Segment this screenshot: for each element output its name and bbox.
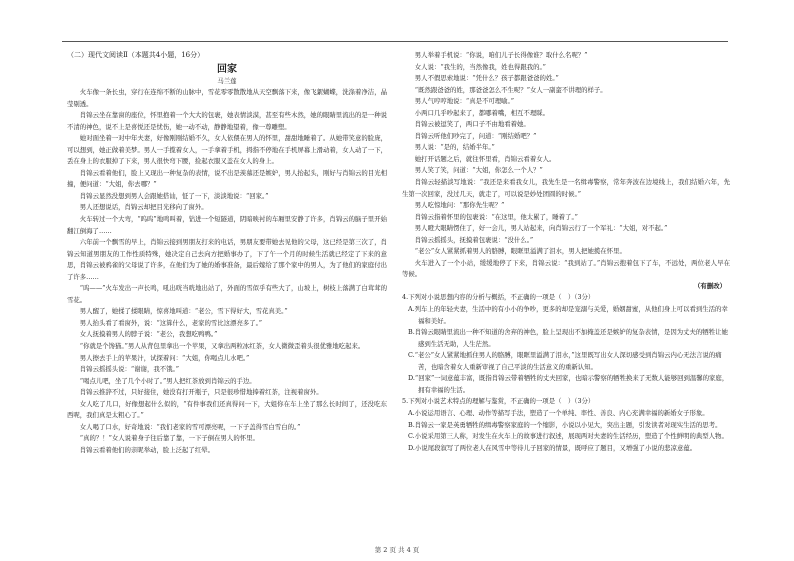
story-paragraph: 她对面坐着一对中年夫妻，好像刚刚结婚不久，女人依偎在男人的怀里，甜甜地睡着了。从她带笑意的脸庞，可以想到，她正做着美梦。男人一手揽着女人，一手拿着手机，拇指不停地在手机屏幕上滑动着，女人动了一下，丢在身上的衣服掉了下来，男人很快弯下腰，捡起衣服又盖在女人的身上。 — [67, 134, 387, 166]
answer-option: C.“老公”女人紧紧地抓住男人的胳膊，眼眶里溢满了泪水，”这里既写出女人深切感受到肖锦云内心无法言说的痛苦，也暗含着女人重新审视了自己平淡的生活意义的重新认知。 — [408, 351, 722, 371]
answer-option: D.小说尾段叙写了两位老人在风雪中等待儿子回家的情景，既呼应了题目，又增强了小说的悲凉意蕴。 — [408, 443, 697, 452]
question-block — [402, 396, 730, 454]
story-paragraph: 女人喝了口水，好奇地说：“我们老家的雪可漂亮呢，一下子盖得雪白雪白的。” — [79, 422, 301, 431]
story-paragraph: “老公”女人紧紧抓着男人的胳膊，眼眶里溢满了泪水，男人把她揽在怀里。 — [414, 247, 626, 256]
story-paragraph: 她打开话题之后，就往怀里看，肖锦云看着女人。 — [414, 154, 556, 163]
page-footer: 第 2 页 共 4 页 — [374, 546, 420, 554]
story-paragraph: 肖锦云摇摇头，抚摸着包裹说：“没什么。” — [414, 235, 534, 244]
story-paragraph: 肖锦云推辞不过，只好接住，她没有打开瓶子，只是很珍惜地捧着红茶，注视着窗外。 — [79, 388, 323, 397]
story-paragraph: 男人说：“是的，结婚半年。” — [414, 143, 495, 152]
answer-option: B.肖锦云眼睛里流出一种不知道的舍弃的神色，脸上呈现出不加掩盖还是嫉妒的复杂表情，是因为丈夫的牺牲让她感到生活无助，人生茫然。 — [408, 328, 728, 348]
story-paragraph: 男人擦去手上的苹果汁，试探着问：“大姐，你喝点儿水吧。” — [79, 353, 250, 362]
answer-option: A.小说运用语言、心理、动作等描写手法，塑造了一个单纯、率性、善良、内心充满幸福的新婚女子形象。 — [408, 408, 709, 417]
story-paragraph: 男人瞪大眼睛愣住了，好一会儿，男人站起来，向肖锦云行了一个军礼：“大姐，对不起。” — [414, 224, 668, 233]
story-paragraph: 肖锦云显然没想到男人会跟她搭讪，怔了一下，淡淡地说：“回家。” — [79, 191, 269, 200]
story-paragraph: “既然跟爸爸的姓，那爸爸怎么不生呢？”女人一副蛮不讲理的样子。 — [414, 85, 607, 94]
story-paragraph: 火车像一条长虫，穿行在连绵不断的山脉中，雪花零零散散地从天空飘落下来，像飞絮蝴蝶，洗涤着净洁，晶莹剔透。 — [67, 88, 387, 108]
story-paragraph: “你就是个馋猫。”男人从背包里拿出一个苹果，又拿出两粒冰红茶，女人微微歪着头很优雅地吃起来。 — [79, 342, 365, 351]
story-paragraph: 小两口几乎吵起来了，都哪着嘴，相互不理睬。 — [414, 108, 549, 117]
right-column — [402, 50, 730, 454]
source-note: （有删改） — [694, 281, 726, 290]
question-block — [402, 292, 730, 396]
story-paragraph: 女人吃了几口，好像想起什么似的，“有件事我们还真得问一下，大姐你在车上坐了那么长时间了，还没吃东西呢，我们真是太粗心了。” — [67, 399, 387, 420]
story-paragraph: 火车转过一个大弯，“呜呜”地鸣叫着，钻进一个短隧道，阴暗映衬的车厢里安静了许多，肖锦云的脑子里开始翻江倒海了…… — [67, 215, 387, 235]
answer-option: C.小说采用第三人称，对发生在火车上的故事进行叙述，展现两对夫妻的生活经历，塑造了个性鲜明的典型人物。 — [408, 432, 728, 441]
story-paragraph: 肖锦云听他们吵完了，问道：“刚结婚吧？” — [414, 131, 537, 140]
answer-option: A.列车上的年轻夫妻，生活中的有小小的争吵，更多的却是宠溺与关爱，婚姻甜蜜，从他们身上可以看到生活的幸福和美好。 — [408, 305, 728, 325]
story-paragraph: 男人气哼哼地说：“真是不可理喻。” — [414, 97, 514, 106]
top-rule — [62, 41, 728, 42]
left-column — [67, 50, 387, 457]
story-title: 回家 — [217, 64, 237, 75]
right-paragraphs — [402, 50, 730, 281]
story-paragraph: 女人抚摸着男人的脖子说：“老公，我想吃鸭鸭。” — [79, 330, 218, 339]
story-paragraph: 肖锦云被逗笑了，两口子不由地看着她。 — [414, 120, 530, 129]
question-stem: 5.下列对小说艺术特点的理解与鉴赏，不正确的一项是（ ）（3分） — [402, 397, 595, 406]
story-paragraph: 六年前一个飘雪的早上，肖锦云接到男朋友打来的电话，男朋友要带她去见他的父母，这已经是第三次了，肖锦云知道男朋友的工作性质特殊，她决定自己去向方把婚事办了，下了午一个月的时候生活就已经定了下来的意思，肖锦云被鸦雀的父母说了许多，在他们为了她的婚事准备，最后嫁给了那个家中的男人，为了他们的家庭付出了许多…… — [67, 238, 387, 281]
answer-option: D.“回家”一词意蕴丰富，既指肖锦云带着牺牲的丈夫回家，也暗示警察的牺牲换来了无数人能够回到温馨的家庭，拥有幸福的生活。 — [408, 374, 729, 394]
story-paragraph: 女人说：“我生的，当然像我，姓也得跟我的。” — [414, 62, 546, 71]
story-paragraph: 火车进入了一个小站，缓缓地停了下来，肖锦云说：“我到站了。”肖锦云抱着包下了车，不远处，两位老人早在等候。 — [402, 258, 730, 279]
story-author: 马兰莲 — [217, 77, 237, 85]
left-paragraphs — [67, 87, 387, 457]
story-paragraph: “呜——”火车发出一声长鸣，吼出咣当咣地出站了，外面的雪似乎有些大了，山坡上，树枝上落满了白茸茸的雪花。 — [67, 284, 387, 304]
story-paragraph: 男人醒了，她揉了揉眼睛，惊喜地叫道：“老公，雪下得好大，雪花真美。” — [79, 307, 288, 316]
story-paragraph: 男人不假思索地说：“凭什么？孩子都跟爸爸的姓。” — [414, 74, 559, 83]
story-paragraph: 肖锦云摇摇头说：“谢谢，我不饿。” — [79, 365, 179, 374]
story-paragraph: 男人笑了笑，问道：“大姐，你怎么一个人？” — [414, 166, 543, 175]
story-paragraph: 男人还想说话，肖锦云却把目光移向了窗外。 — [79, 203, 208, 212]
questions — [402, 292, 730, 454]
story-paragraph: 男人举着手机说：“你说，咱们儿子长得像谁？取什么名呢？” — [414, 51, 588, 59]
story-paragraph: 肖锦云看着他们的亲昵举动，脸上泛起了红晕。 — [79, 445, 214, 454]
story-paragraph: 男人抬头看了看窗外，说：“这算什么，老家的雪比这漂亮多了。” — [79, 318, 263, 327]
story-paragraph: 肖锦云看着他们，脸上又现出一种复杂的表情，说不出是羡慕还是嫉妒，男人抬起头，刚好与肖锦云的目光相撞，便问道：“大姐，你去哪？” — [67, 168, 387, 189]
story-paragraph: “真的？！”女人说着身子往后靠了靠，一下子倒在男人的怀里。 — [79, 434, 259, 443]
story-paragraph: 肖锦云坐在靠窗的座位，怀里抱着一个大大的包裹，她表情淡漠，甚至有些木然，她的眼睛里流出的是一种说不清的神色，说不上是喜悦还是忧伤，她一动不动，静静地望着，像一尊雕塑。 — [67, 111, 387, 131]
story-paragraph: 肖锦云指着怀里的包裹说：“在这里，他太累了，睡着了。” — [414, 212, 578, 221]
answer-option: B.肖锦云一家是英勇牺牲的缉毒警察家庭的一个缩影，小说以小见大，突出主题，引发读者对现实生活的思考。 — [408, 420, 722, 429]
section-heading: （二）现代文阅读Ⅱ（本题共4小题，16分） — [67, 51, 205, 59]
story-paragraph: “喝点儿吧，坐了几个小时了。”男人把红茶放到肖锦云的手边。 — [79, 376, 256, 385]
story-paragraph: 男人吃惊地问：“那你先生呢？” — [414, 201, 505, 210]
question-stem: 4.下列对小说思想内容的分析与概括，不正确的一项是（ ）（3分） — [402, 293, 595, 302]
story-paragraph: 肖锦云轻描淡写地说：“我还是来看我女儿，我先生是一名缉毒警察，常年奔波在边境线上，我们结婚六年，先生第一次回家，没过几天，就走了，可以说是妙处团圆的时候。” — [402, 178, 730, 198]
